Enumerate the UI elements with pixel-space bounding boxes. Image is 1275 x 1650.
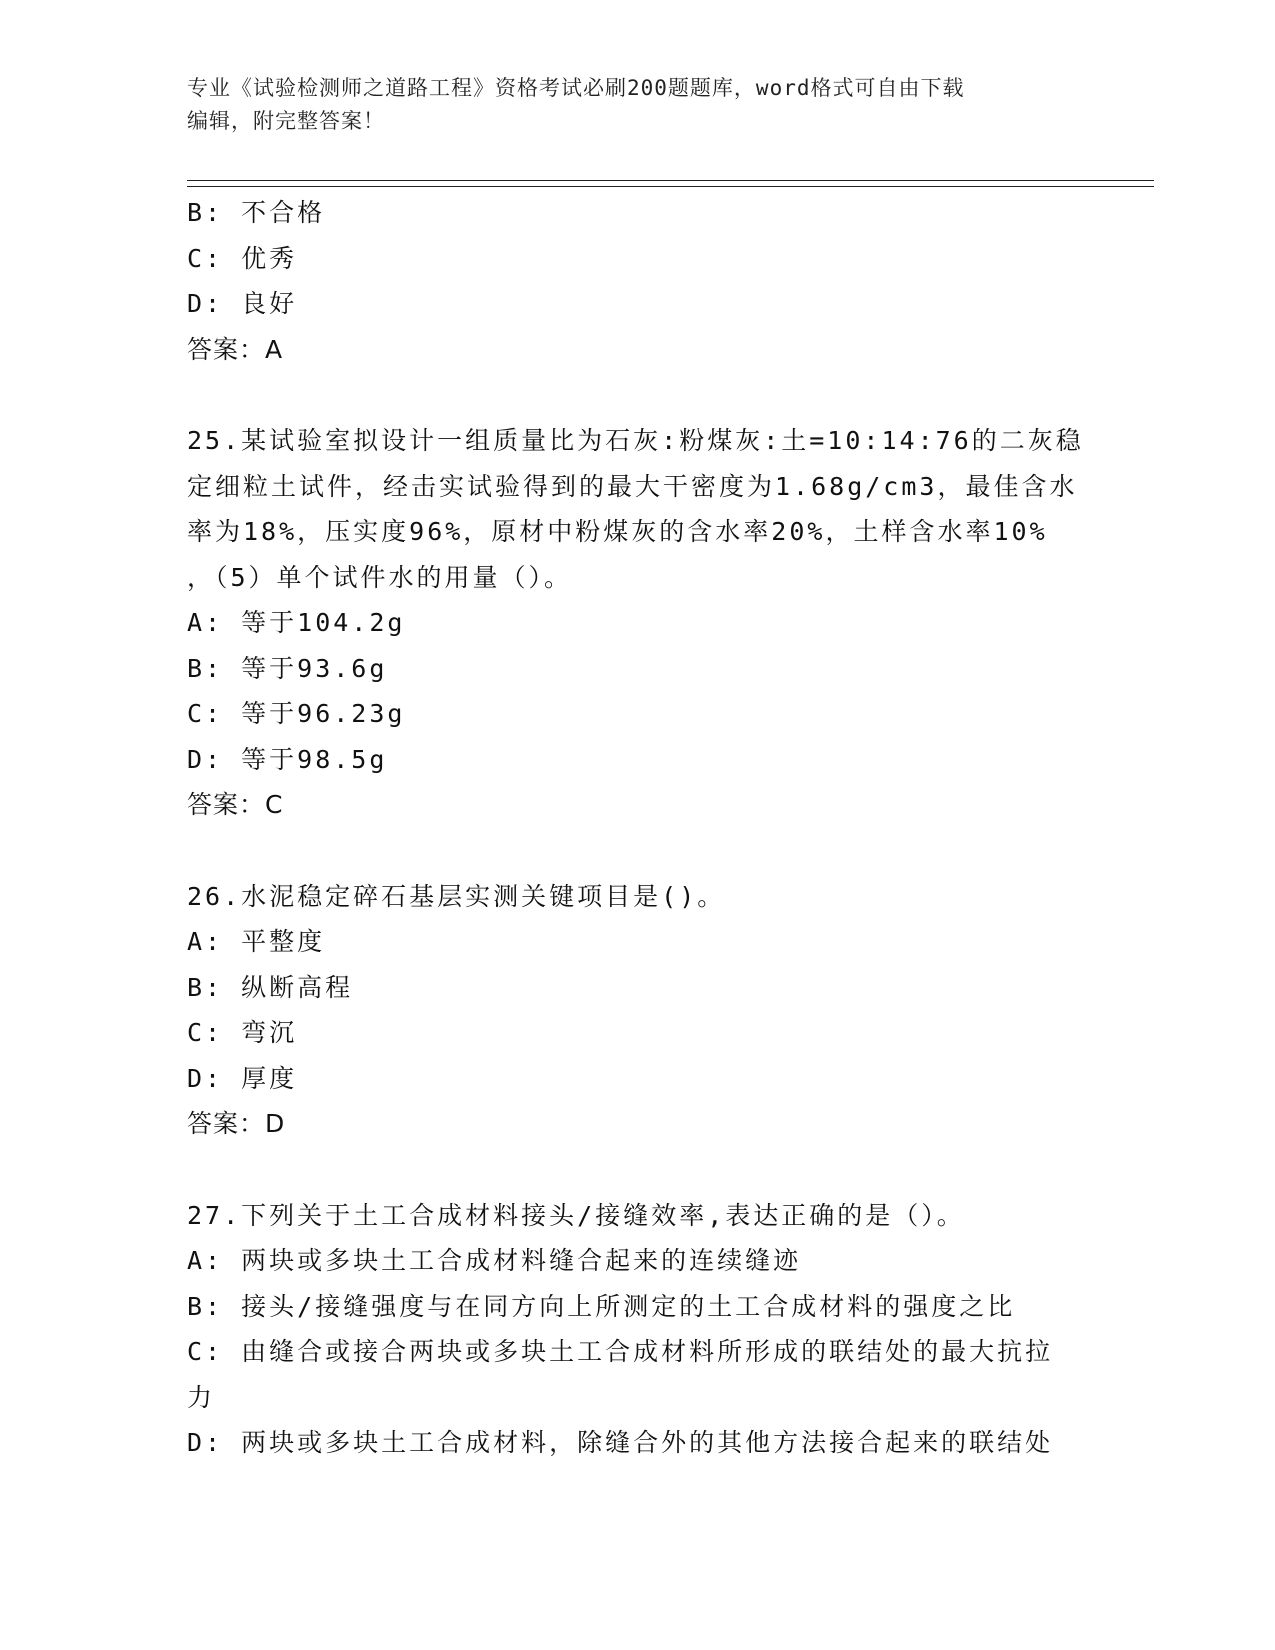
q24-answer: 答案：A <box>187 334 284 364</box>
q25-option-b: B: 等于93.6g <box>187 653 388 683</box>
q26-option-b: B: 纵断高程 <box>187 972 354 1002</box>
q27-option-a: A: 两块或多块土工合成材料缝合起来的连续缝迹 <box>187 1246 802 1275</box>
q24-option-d: D: 良好 <box>187 289 298 318</box>
q25-option-c: C: 等于96.23g <box>187 699 406 728</box>
q27-option-d: D: 两块或多块土工合成材料，除缝合外的其他方法接合起来的联结处 <box>187 1428 1054 1457</box>
q25-stem-line-4: ，（5）单个试件水的用量（）。 <box>187 562 573 592</box>
header-line-2: 编辑，附完整答案！ <box>187 109 385 133</box>
question-content <box>187 190 1087 1466</box>
q24-option-b: B: 不合格 <box>187 198 326 227</box>
spacer <box>187 828 1087 874</box>
q25-answer: 答案：C <box>187 790 284 819</box>
q27-option-b: B: 接头/接缝强度与在同方向上所测定的土工合成材料的强度之比 <box>187 1291 1016 1321</box>
q26-stem-line-1: 26.水泥稳定碎石基层实测关键项目是()。 <box>187 881 726 911</box>
q26-option-d: D: 厚度 <box>187 1063 298 1093</box>
q25-stem-line-1: 25.某试验室拟设计一组质量比为石灰:粉煤灰:土=10:14:76的二灰稳 <box>187 426 1084 455</box>
q25-stem-line-3: 率为18%，压实度96%，原材中粉煤灰的含水率20%，土样含水率10% <box>187 517 1048 546</box>
q27-option-c-line-1: C: 由缝合或接合两块或多块土工合成材料所形成的联结处的最大抗拉 <box>187 1337 1054 1366</box>
q26-option-c: C: 弯沉 <box>187 1018 298 1047</box>
q26-answer: 答案：D <box>187 1109 286 1138</box>
spacer <box>187 372 1087 418</box>
q25-option-a: A: 等于104.2g <box>187 608 406 637</box>
q25-stem-line-2: 定细粒土试件，经击实试验得到的最大干密度为1.68g/cm3，最佳含水 <box>187 471 1078 501</box>
q25-option-d: D: 等于98.5g <box>187 744 388 774</box>
page-header <box>187 72 1087 138</box>
q24-option-c: C: 优秀 <box>187 243 298 273</box>
header-rule-top <box>187 180 1154 181</box>
spacer <box>187 1147 1087 1193</box>
q26-option-a: A: 平整度 <box>187 927 326 956</box>
header-rule-bottom <box>187 186 1154 187</box>
q27-option-c-line-2: 力 <box>187 1382 216 1412</box>
q27-stem-line-1: 27.下列关于土工合成材料接头/接缝效率,表达正确的是（）。 <box>187 1200 965 1230</box>
header-line-1: 专业《试验检测师之道路工程》资格考试必刷200题题库，word格式可自由下载 <box>187 76 965 100</box>
